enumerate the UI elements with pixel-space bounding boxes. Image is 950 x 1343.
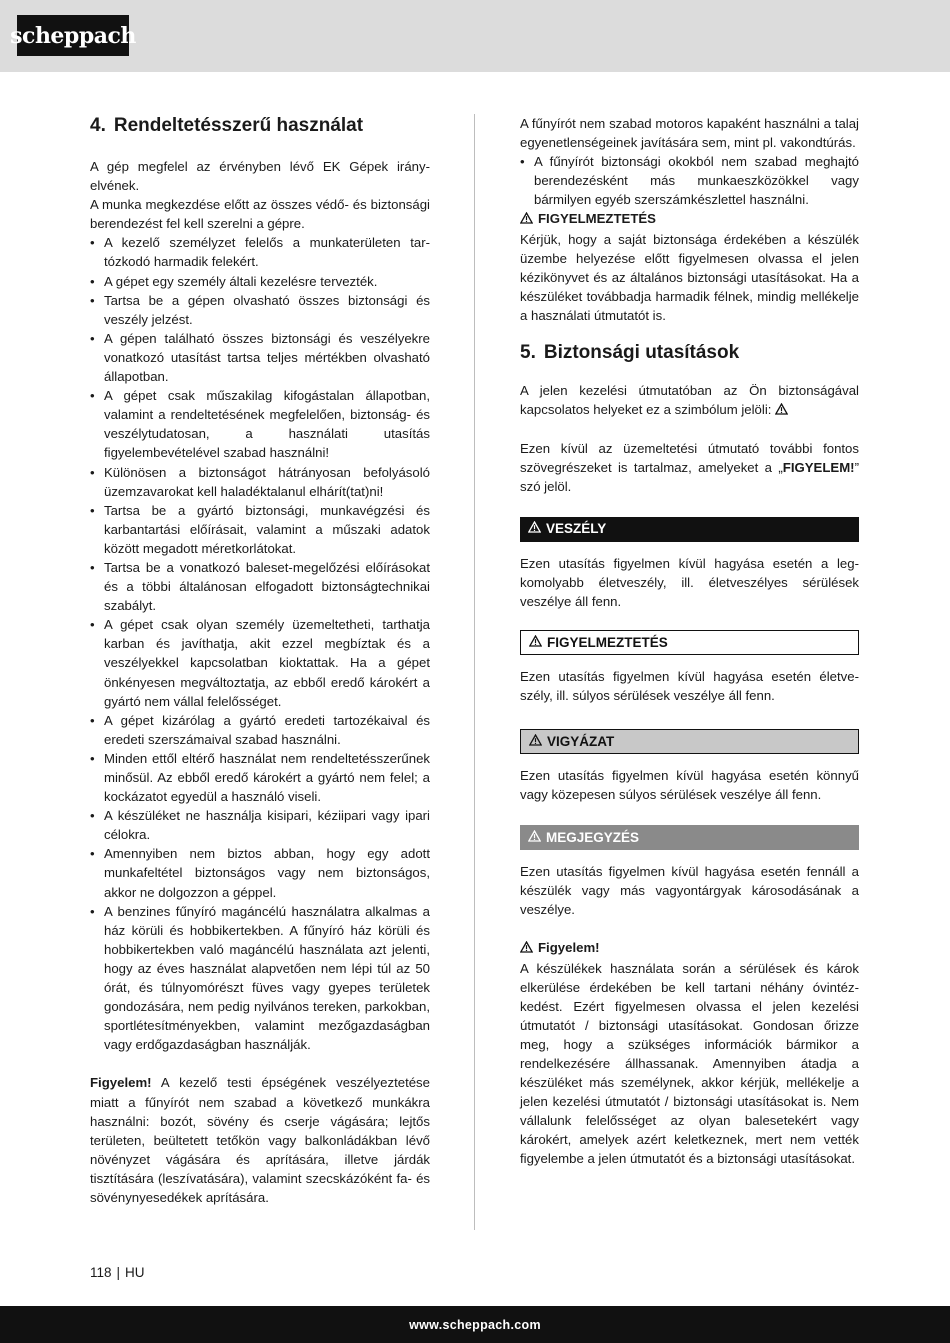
list-item: • A fűnyírót biztonsági okokból nem szabad meghajtó berendezésként más munkaeszközökkel vagy bármilyen egyéb szerszámkészlettel használni. <box>520 152 859 209</box>
footer-bar <box>0 1306 950 1343</box>
notice-box <box>520 825 859 850</box>
attention-heading <box>520 938 859 958</box>
intro-text: A jelen kezelési útmutatóban az Ön biztonságával kapcsolatos helyeket ez a szimbólum jelöli: <box>520 383 859 418</box>
warning-triangle-icon <box>528 519 542 538</box>
list-item: • A készüléket ne használja kisipari, kéziipari vagy ipari célokra. <box>90 806 430 844</box>
warning-heading <box>520 209 859 229</box>
warning-label: FIGYELMEZTETÉS <box>547 634 668 650</box>
warning-triangle-icon <box>775 401 789 420</box>
paragraph <box>520 439 859 496</box>
list-item: • Amennyiben nem biztos abban, hogy egy adott munkafeltétel biztonságos vagy nem biztonságos, akkor ne dolgozzon a géppel. <box>90 844 430 901</box>
website-url[interactable]: www.scheppach.com <box>409 1317 541 1332</box>
scheppach-logo: scheppach <box>17 15 129 56</box>
warning-box <box>520 630 859 655</box>
paragraph: A fűnyírót nem szabad motoros kapaként használni a talaj egyenetlenségeinek javítására sem, mint pl. vakondtúrás. <box>520 116 859 151</box>
list-item: • A gépet csak olyan személy üzemeltetheti, tarthatja karban és javíthatja, akit ezzel megbíztak és a veszélyekkel kapcsolatban kioktattak. Ha a gépet önkényesen megváltoztatja, az ebből eredő károkért a gyártó nem vállal felelősséget. <box>90 615 430 710</box>
page-separator: | <box>116 1265 121 1280</box>
paragraph: A gép megfelel az érvényben lévő EK Gépek irányelvének. <box>90 159 430 194</box>
list-item: • A kezelő személyzet felelős a munkaterületen tartózkodó harmadik felekért. <box>90 233 430 271</box>
section-4-heading <box>90 114 430 138</box>
paragraph <box>520 381 859 420</box>
header-bar <box>0 0 950 72</box>
warning-label: FIGYELMEZTETÉS <box>538 211 656 227</box>
column-divider <box>474 114 475 1230</box>
attention-label: Figyelem! <box>90 1075 152 1091</box>
list-item: • A gépet csak műszakilag kifogástalan állapotban, valamint a rendeltetésének megfelelően, biztonság- és veszélytudatosan, a használati utasítás figyelembevételével szabad használni! <box>90 386 430 462</box>
list-item: • Tartsa be a gyártó biztonsági, munkavégzési és karbantartási előírásait, valamint a műszaki adatok között megadott méretkorlátokat. <box>90 501 430 558</box>
attention-paragraph <box>90 1073 430 1207</box>
paragraph: Ezen utasítás figyelmen kívül hagyása esetén életveszély, ill. súlyos sérülések veszélye áll fenn. <box>520 668 859 703</box>
page-number <box>90 1265 145 1280</box>
section-number: 4. <box>90 115 106 136</box>
caution-box <box>520 729 859 754</box>
bullet-list <box>520 152 859 209</box>
paragraph: Ezen utasítás figyelmen kívül hagyása esetén fennáll a készülék vagy más vagyontárgyak károsodásának a veszélye. <box>520 864 859 918</box>
attention-text: A kezelő testi épségének veszélyeztetése miatt a fűnyírót nem szabad a következő munkákra használni: bozót, sövény és cserje vágására; lejtős területen, beültetett tetőkön vagy balkonládákban lévő növényzet vágására és aprítására, illetve járdák tisztítására (leszívatására), valamint szecskázóként fa- és sövénynyesedékek aprítására. <box>90 1075 430 1205</box>
paragraph: A készülékek használata során a sérülések és károk elkerülése érdekében be kell tartani néhány óvintézkedést. Ezért figyelmesen olvassa el jelen kezelési útmutatót / biztonsági utasításokat. Gondosan őrizze meg, hogy a szükséges információk bármikor a rendelkezésére állhassanak. Amennyiben átadja a készüléket más személynek, akkor kérjük, mellékelje a jelen kezelési útmutatót / biztonsági utasításokat is. Nem vállalunk felelősséget az olyan balesetekért vagy károkért, amelyek azért keletkeznek, mert nem vették figyelembe a jelen útmutatót és a biztonsági utasításokat. <box>520 960 859 1167</box>
paragraph: Ezen utasítás figyelmen kívül hagyása esetén a legkomolyabb életveszély, ill. életveszélyes sérülések veszélye áll fenn. <box>520 555 859 609</box>
list-item: • A gépet kizárólag a gyártó eredeti tartozékaival és eredeti szerszámaival szabad használni. <box>90 711 430 749</box>
caution-label: VIGYÁZAT <box>547 733 615 749</box>
list-item: • Különösen a biztonságot hátrányosan befolyásoló üzemzavarokat kell haladéktalanul elhárít(tat)ni! <box>90 463 430 501</box>
section-title: Rendeltetésszerű használat <box>113 115 364 136</box>
paragraph: Kérjük, hogy a saját biztonsága érdekében a készülék üzembe helyezése előtt figyelmesen olvassa el jelen kézikönyvet és az általános biztonsági utasításokat. Ha a készüléket továbbadja harmadik félnek, mindig mellékelje a használati útmutatót is. <box>520 231 859 323</box>
danger-label: VESZÉLY <box>546 521 607 537</box>
list-item: • Minden ettől eltérő használat nem rendeltetésszerűnek minősül. Az ebből eredő károkért a gyártó nem felel; a kockázatot egyedül a használó viseli. <box>90 749 430 806</box>
list-item: • Tartsa be a gépen olvasható összes biztonsági és veszély jelzést. <box>90 291 430 329</box>
page-number-value: 118 <box>90 1265 112 1280</box>
section-5-heading <box>520 341 859 365</box>
warning-triangle-icon <box>520 939 534 958</box>
warning-triangle-icon <box>529 732 543 751</box>
list-item: • A benzines fűnyíró magáncélú használatra alkalmas a ház körüli és hobbikertekben. A fűnyíró ház körüli és hobbikertekben való magáncélú használata azt jelenti, hogy az éves használat alapvetően nem lépi túl az 50 órát, és túlnyomórészt füves vagy gyepes területek gondozására, nem pedig nyilvános tereken, parkokban, sportlétesítményekben, valamint mezőgazdaságban vagy erdőgazdaságban használják. <box>90 902 430 1055</box>
warning-triangle-icon <box>529 633 543 652</box>
section-title: Biztonsági utasítások <box>543 342 740 364</box>
attention-label: Figyelem! <box>538 940 600 956</box>
intro-text: Ezen kívül az üzemeltetési útmutató további fontos szövegrészeket is tartalmaz, amelyeket a „ <box>520 441 859 476</box>
list-item: • Tartsa be a vonatkozó baleset-megelőzési előírásokat és a többi általánosan elfogadott biztonságtechnikai szabályt. <box>90 558 430 615</box>
warning-triangle-icon <box>520 210 534 229</box>
danger-box <box>520 517 859 542</box>
bullet-list <box>90 233 430 1054</box>
notice-label: MEGJEGYZÉS <box>546 830 640 846</box>
language-code: HU <box>125 1265 145 1280</box>
intro-text: ” szó jelöl. <box>520 460 859 495</box>
paragraph: Ezen utasítás figyelmen kívül hagyása esetén könnyű vagy közepesen súlyos sérülések veszélye áll fenn. <box>520 767 859 803</box>
right-column <box>520 114 859 1169</box>
intro-bold: FIGYELEM! <box>782 460 855 476</box>
paragraph: A munka megkezdése előtt az összes védő- és biztonsági berendezést fel kell szerelni a gépre. <box>90 197 430 232</box>
left-column <box>90 114 430 1207</box>
section-number: 5. <box>520 342 536 364</box>
list-item: • A gépen található összes biztonsági és veszélyekre vonatkozó utasítást tartsa teljes mértékben olvasható állapotban. <box>90 329 430 386</box>
list-item: • A gépet egy személy általi kezelésre tervezték. <box>90 272 430 291</box>
warning-triangle-icon <box>528 828 542 847</box>
